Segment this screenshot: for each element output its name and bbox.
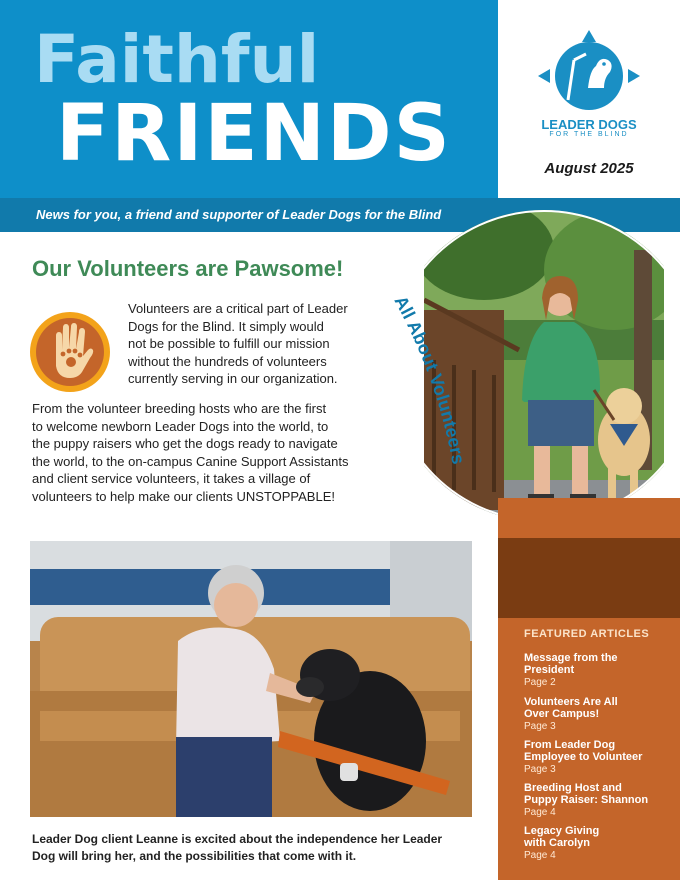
featured-title-line: From Leader Dog <box>524 739 616 751</box>
caption-line: Dog will bring her, and the possibilities that come with it. <box>32 849 357 863</box>
featured-title-line: Volunteers Are All <box>524 696 618 708</box>
featured-title-line: Puppy Raiser: Shannon <box>524 794 649 806</box>
featured-title-line: Breeding Host and <box>524 782 622 794</box>
featured-item-4[interactable] <box>524 825 664 849</box>
title-faithful: Faithful <box>34 21 320 98</box>
body-line: the puppy raisers who get the dogs ready to navigate <box>32 436 338 452</box>
featured-title-line: Over Campus! <box>524 708 600 720</box>
title-friends: FRIENDS <box>56 89 452 179</box>
intro-line: not be possible to fulfill our mission <box>128 336 330 352</box>
article-body <box>32 400 430 506</box>
intro-line: currently serving in our organization. <box>128 371 338 387</box>
sidebar-accent-band <box>498 538 680 618</box>
body-line: volunteers to help make our clients UNSTOPPABLE! <box>32 488 335 504</box>
featured-title-line: Employee to Volunteer <box>524 751 643 763</box>
body-line: the world, to the on-campus Canine Support Assistants <box>32 453 349 469</box>
intro-line: Volunteers are a critical part of Leader <box>128 301 348 316</box>
logo-subtitle: FOR THE BLIND <box>549 131 629 138</box>
logo-name: LEADER DOGS <box>541 117 637 132</box>
body-line: to welcome newborn Leader Dogs into the world, to <box>32 418 329 434</box>
intro-line: without the hundreds of volunteers <box>128 353 327 369</box>
featured-page-3: Page 4 <box>524 807 556 818</box>
intro-line: Dogs for the Blind. It simply would <box>128 318 324 334</box>
curved-section-label <box>380 290 490 530</box>
featured-item-3[interactable] <box>524 782 664 806</box>
featured-page-0: Page 2 <box>524 677 556 688</box>
featured-title-line: Message from the <box>524 652 618 664</box>
featured-heading: FEATURED ARTICLES <box>524 628 650 640</box>
article-intro <box>128 300 398 388</box>
caption-line: Leader Dog client Leanne is excited about the independence her Leader <box>32 832 443 846</box>
body-line: and client service volunteers, it takes a village of <box>32 471 311 487</box>
featured-item-1[interactable] <box>524 696 664 720</box>
featured-page-4: Page 4 <box>524 850 556 861</box>
tagline: News for you, a friend and supporter of Leader Dogs for the Blind <box>36 207 442 222</box>
issue-date: August 2025 <box>544 160 634 177</box>
featured-page-2: Page 3 <box>524 764 556 775</box>
featured-item-2[interactable] <box>524 739 664 763</box>
client-with-leader-dog-photo <box>30 541 472 817</box>
curved-label-text: All About Volunteers <box>390 292 469 466</box>
article-headline: Our Volunteers are Pawsome! <box>32 256 344 281</box>
body-line: From the volunteer breeding hosts who are the first <box>32 401 327 416</box>
featured-page-1: Page 3 <box>524 721 556 732</box>
hand-paw-icon <box>28 310 112 394</box>
featured-title-line: with Carolyn <box>524 837 591 849</box>
featured-item-0[interactable] <box>524 652 664 676</box>
photo-caption <box>32 831 478 865</box>
featured-title-line: Legacy Giving <box>524 825 600 837</box>
featured-title-line: President <box>524 664 575 676</box>
